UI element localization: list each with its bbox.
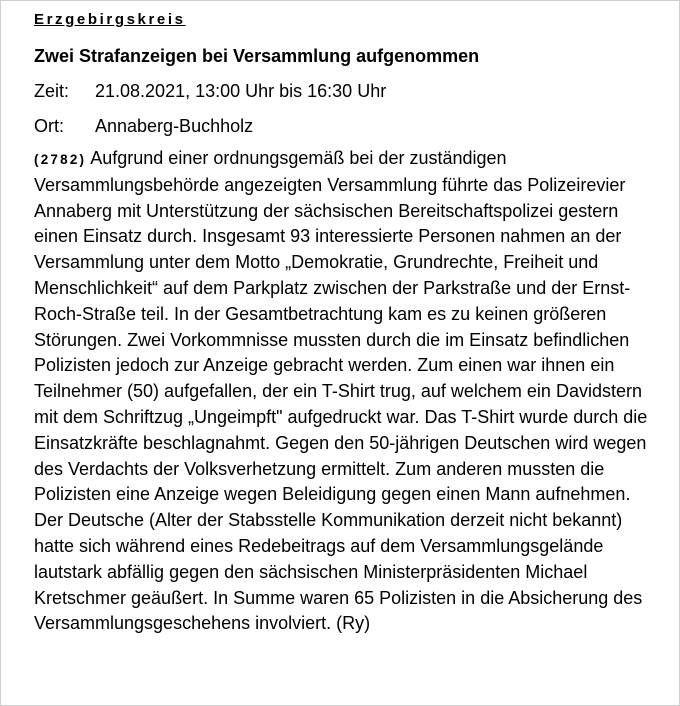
time-row bbox=[34, 80, 664, 102]
time-value: 21.08.2021, 13:00 Uhr bis 16:30 Uhr bbox=[95, 81, 387, 101]
press-release bbox=[34, 10, 664, 637]
place-value: Annaberg-Buchholz bbox=[95, 116, 254, 136]
article-body-text: Aufgrund einer ordnungsgemäß bei der zuständigen Versammlungsbehörde angezeigten Versammlung führte das Polizeirevier Annaberg mit Unterstützung der sächsischen Bereitschaftspolizei gestern einen Einsatz durch. Insgesamt 93 interessierte Personen nahmen an der Versammlung unter dem Motto „Demokratie, Grundrechte, Freiheit und Menschlichkeit“ auf dem Parkplatz zwischen der Parkstraße und der Ernst-Roch-Straße teil. In der Gesamtbetrachtung kam es zu keinen größeren Störungen. Zwei Vorkommnisse mussten durch die im Einsatz befindlichen Polizisten jedoch zur Anzeige gebracht werden. Zum einen war ihnen ein Teilnehmer (50) aufgefallen, der ein T-Shirt trug, auf welchem ein Davidstern mit dem Schriftzug „Ungeimpft" aufgedruckt war. Das T-Shirt wurde durch die Einsatzkräfte beschlagnahmt. Gegen den 50-jährigen Deutschen wird wegen des Verdachts der Volksverhetzung ermittelt. Zum anderen mussten die Polizisten eine Anzeige wegen Beleidigung gegen einen Mann aufnehmen. Der Deutsche (Alter der Stabsstelle Kommunikation derzeit nicht bekannt) hatte sich während eines Redebeitrags auf dem Versammlungsgelände lautstark abfällig gegen den sächsischen Ministerpräsidenten Michael Kretschmer geäußert. In Summe waren 65 Polizisten in die Absicherung des Versammlungsgeschehens involviert. (Ry) bbox=[34, 148, 648, 634]
article-body bbox=[34, 146, 664, 637]
time-label: Zeit: bbox=[34, 81, 70, 101]
place-row bbox=[34, 115, 664, 137]
article-headline: Zwei Strafanzeigen bei Versammlung aufgenommen bbox=[34, 46, 480, 66]
place-label: Ort: bbox=[34, 116, 64, 136]
reference-number: (2782) bbox=[34, 152, 87, 167]
region-heading: Erzgebirgskreis bbox=[34, 11, 186, 28]
